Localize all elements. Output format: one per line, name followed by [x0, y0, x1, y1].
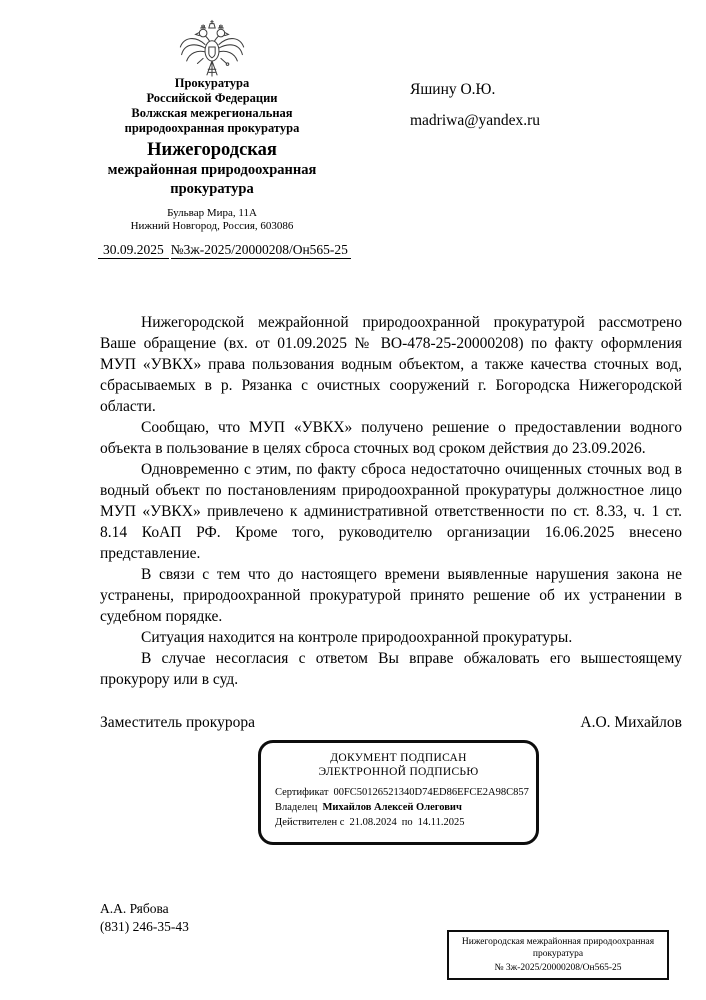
letterhead-org-line: Волжская межрегиональная: [131, 106, 293, 120]
signature-row: [100, 714, 682, 732]
recipient-name: Яшину О.Ю.: [410, 81, 496, 98]
signer-position: Заместитель прокурора: [100, 714, 255, 731]
esign-certificate-line: Сертификат 00FC50126521340D74ED86EFCE2A98C857: [275, 787, 529, 798]
esignature-stamp: [258, 740, 539, 845]
letterhead-org-line: Российской Федерации: [146, 91, 278, 105]
letter-date: 30.09.2025: [98, 242, 169, 259]
esign-owner-value: Михайлов Алексей Олегович: [322, 802, 462, 813]
letterhead-address-line2: Нижний Новгород, Россия, 603086: [130, 219, 294, 232]
letterhead-org-name: Нижегородская: [147, 140, 277, 160]
esign-owner-line: Владелец Михайлов Алексей Олегович: [275, 802, 462, 813]
registration-stamp-number: № 3ж-2025/20000208/Он565-25: [494, 963, 622, 973]
letter-number: №3ж-2025/20000208/Он565-25: [171, 242, 351, 259]
body-paragraph: Ситуация находится на контроле природоохранной прокуратуры.: [141, 629, 573, 646]
registration-stamp: [447, 930, 669, 980]
recipient-email: madriwa@yandex.ru: [410, 112, 541, 129]
esign-valid-to: 14.11.2025: [417, 817, 465, 828]
esign-title-line2: ЭЛЕКТРОННОЙ ПОДПИСЬЮ: [318, 765, 479, 778]
signer-name: А.О. Михайлов: [580, 714, 682, 731]
executor-block: [100, 900, 189, 935]
letterhead-org-name-line2: межрайонная природоохранная: [107, 162, 317, 178]
esign-certificate-value: 00FC50126521340D74ED86EFCE2A98C857: [333, 787, 529, 798]
letterhead-org-line: природоохранная прокуратура: [124, 121, 300, 135]
body-paragraph: В связи с тем что до настоящего времени выявленные нарушения закона не устранены, природоохранной прокуратурой принято решение об их устранении в судебном порядке.: [100, 566, 682, 625]
body-paragraph: В случае несогласия с ответом Вы вправе обжаловать его вышестоящему прокурору или в суд.: [100, 650, 682, 688]
esign-valid-from: 21.08.2024: [349, 817, 397, 828]
executor-name: А.А. Рябова: [100, 901, 169, 916]
registration-stamp-org: Нижегородская межрайонная природоохранная прокуратура: [461, 937, 655, 959]
body-paragraph: Нижегородской межрайонной природоохранной прокуратурой рассмотрено Ваше обращение (вх. от 01.09.2025 № ВО-478-25-20000208) по факту оформления МУП «УВКХ» права пользования водным объектом, а также качества сточных вод, сбрасываемых в р. Рязанка с очистных сооружений г. Богородска Нижегородской области.: [100, 314, 682, 415]
letterhead-address-line1: Бульвар Мира, 11А: [167, 207, 257, 219]
date-number-line: [98, 242, 351, 258]
body-paragraph: Одновременно с этим, по факту сброса недостаточно очищенных сточных вод в водный объект по постановлениям природоохранной прокуратуры должностное лицо МУП «УВКХ» привлечено к административной ответственности по ст. 8.33, ч. 1 ст. 8.14 КоАП РФ. Кроме того, руководителю организации 16.06.2025 внесено представление.: [100, 461, 682, 562]
recipient-block: [410, 80, 540, 130]
letterhead-org-name-line3: прокуратура: [170, 180, 254, 197]
body-paragraph: Сообщаю, что МУП «УВКХ» получено решение о предоставлении водного объекта в пользование в целях сброса сточных вод сроком действия до 23.09.2026.: [100, 419, 682, 457]
esign-validity-line: Действителен с 21.08.2024 по 14.11.2025: [275, 817, 465, 828]
letterhead: [62, 76, 362, 232]
esign-title-line1: ДОКУМЕНТ ПОДПИСАН: [330, 752, 467, 764]
letter-body: [100, 312, 682, 690]
executor-phone: (831) 246-35-43: [100, 918, 189, 934]
letterhead-org-line: Прокуратура: [174, 76, 250, 90]
